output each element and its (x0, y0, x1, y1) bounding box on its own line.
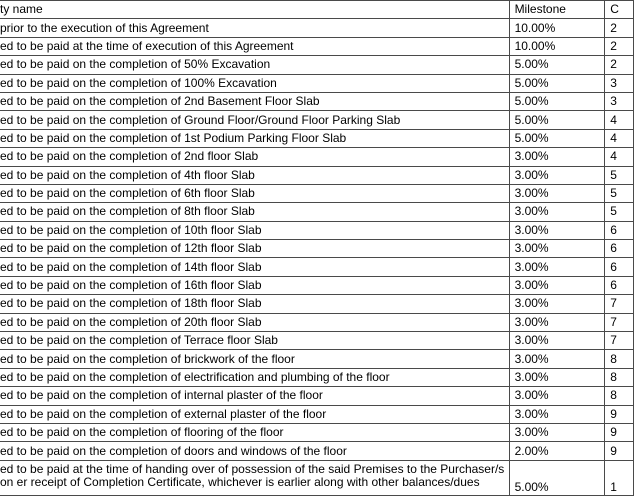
row-pct-cell: 3.00% (509, 148, 605, 166)
table-body (0, 1, 634, 496)
row-name-cell: ed to be paid on the completion of 8th floor Slab (0, 203, 509, 221)
row-extra-cell: 4 (605, 129, 634, 147)
row-pct-cell: 10.00% (509, 19, 605, 37)
table-row (0, 387, 634, 405)
table-row (0, 368, 634, 386)
row-name-cell: prior to the execution of this Agreement (0, 19, 509, 37)
row-pct-cell: 3.00% (509, 313, 605, 331)
row-pct-cell: 5.00% (509, 129, 605, 147)
row-extra-cell: 8 (605, 368, 634, 386)
header-milestone: Milestone (509, 1, 605, 19)
row-name-cell: ed to be paid on the completion of brickwork of the floor (0, 350, 509, 368)
row-name-cell: ed to be paid at the time of execution of this Agreement (0, 37, 509, 55)
table-row (0, 258, 634, 276)
row-pct-cell: 3.00% (509, 423, 605, 441)
row-extra-cell: 4 (605, 148, 634, 166)
row-pct-cell: 10.00% (509, 37, 605, 55)
row-name-cell: ed to be paid on the completion of 20th floor Slab (0, 313, 509, 331)
row-extra-cell: 7 (605, 313, 634, 331)
table-row (0, 19, 634, 37)
table-row (0, 37, 634, 55)
row-pct-cell: 5.00% (509, 56, 605, 74)
row-name-cell: ed to be paid on the completion of Ground Floor/Ground Floor Parking Slab (0, 111, 509, 129)
row-extra-cell: 6 (605, 221, 634, 239)
row-name-cell: ed to be paid on the completion of 100% Excavation (0, 74, 509, 92)
row-extra-cell: 6 (605, 258, 634, 276)
row-extra-cell: 3 (605, 92, 634, 110)
row-name-cell: ed to be paid on the completion of 14th floor Slab (0, 258, 509, 276)
header-row (0, 1, 634, 19)
row-pct-cell: 3.00% (509, 350, 605, 368)
table-row (0, 313, 634, 331)
table-row (0, 295, 634, 313)
row-pct-cell: 3.00% (509, 295, 605, 313)
row-pct-cell: 5.00% (509, 111, 605, 129)
row-pct-cell: 3.00% (509, 258, 605, 276)
row-extra-cell: 3 (605, 74, 634, 92)
row-extra-cell: 6 (605, 240, 634, 258)
header-extra: C (605, 1, 634, 19)
row-extra-cell: 5 (605, 184, 634, 202)
row-extra-cell: 5 (605, 166, 634, 184)
table-row (0, 148, 634, 166)
table-row (0, 240, 634, 258)
row-pct-cell: 3.00% (509, 405, 605, 423)
row-name-cell: ed to be paid on the completion of external plaster of the floor (0, 405, 509, 423)
row-extra-cell: 5 (605, 203, 634, 221)
row-name-cell: ed to be paid at the time of handing over of possession of the said Premises to the Purchaser/s on er receipt of Completion Certificate, whichever is earlier along with other balances/dues (0, 460, 509, 495)
row-name-cell: ed to be paid on the completion of 6th floor Slab (0, 184, 509, 202)
row-name-cell: ed to be paid on the completion of 16th floor Slab (0, 276, 509, 294)
row-extra-cell: 8 (605, 387, 634, 405)
row-extra-cell: 4 (605, 111, 634, 129)
row-name-cell: ed to be paid on the completion of 10th floor Slab (0, 221, 509, 239)
row-name-cell: ed to be paid on the completion of 12th floor Slab (0, 240, 509, 258)
row-name-cell: ed to be paid on the completion of electrification and plumbing of the floor (0, 368, 509, 386)
row-pct-cell: 3.00% (509, 332, 605, 350)
header-name: ty name (0, 1, 509, 19)
table-row (0, 184, 634, 202)
row-extra-cell: 6 (605, 276, 634, 294)
row-pct-cell: 3.00% (509, 387, 605, 405)
row-name-cell: ed to be paid on the completion of 1st Podium Parking Floor Slab (0, 129, 509, 147)
row-name-cell: ed to be paid on the completion of Terrace floor Slab (0, 332, 509, 350)
row-pct-cell: 3.00% (509, 221, 605, 239)
table-row (0, 74, 634, 92)
table-row (0, 111, 634, 129)
table-row (0, 423, 634, 441)
row-name-cell: ed to be paid on the completion of 18th floor Slab (0, 295, 509, 313)
row-extra-cell: 9 (605, 405, 634, 423)
table-row (0, 276, 634, 294)
row-extra-cell: 9 (605, 423, 634, 441)
table-row (0, 405, 634, 423)
row-name-cell: ed to be paid on the completion of 2nd floor Slab (0, 148, 509, 166)
row-pct-cell: 5.00% (509, 460, 605, 495)
row-name-cell: ed to be paid on the completion of 2nd Basement Floor Slab (0, 92, 509, 110)
row-pct-cell: 3.00% (509, 166, 605, 184)
row-pct-cell: 2.00% (509, 442, 605, 460)
row-pct-cell: 5.00% (509, 92, 605, 110)
table-row (0, 203, 634, 221)
row-extra-cell: 1 (605, 460, 634, 495)
row-pct-cell: 3.00% (509, 368, 605, 386)
table-row (0, 442, 634, 460)
table-row (0, 221, 634, 239)
table-row (0, 332, 634, 350)
row-extra-cell: 7 (605, 295, 634, 313)
table-row (0, 56, 634, 74)
row-extra-cell: 2 (605, 37, 634, 55)
table-row (0, 460, 634, 495)
row-extra-cell: 9 (605, 442, 634, 460)
row-name-cell: ed to be paid on the completion of 50% Excavation (0, 56, 509, 74)
row-extra-cell: 7 (605, 332, 634, 350)
row-name-cell: ed to be paid on the completion of flooring of the floor (0, 423, 509, 441)
row-pct-cell: 5.00% (509, 74, 605, 92)
row-extra-cell: 8 (605, 350, 634, 368)
row-extra-cell: 2 (605, 56, 634, 74)
table-row (0, 166, 634, 184)
table-row (0, 129, 634, 147)
row-name-cell: ed to be paid on the completion of doors and windows of the floor (0, 442, 509, 460)
table-row (0, 350, 634, 368)
row-pct-cell: 3.00% (509, 184, 605, 202)
row-pct-cell: 3.00% (509, 276, 605, 294)
table-row (0, 92, 634, 110)
row-pct-cell: 3.00% (509, 203, 605, 221)
row-name-cell: ed to be paid on the completion of 4th floor Slab (0, 166, 509, 184)
row-extra-cell: 2 (605, 19, 634, 37)
row-name-cell: ed to be paid on the completion of internal plaster of the floor (0, 387, 509, 405)
row-pct-cell: 3.00% (509, 240, 605, 258)
